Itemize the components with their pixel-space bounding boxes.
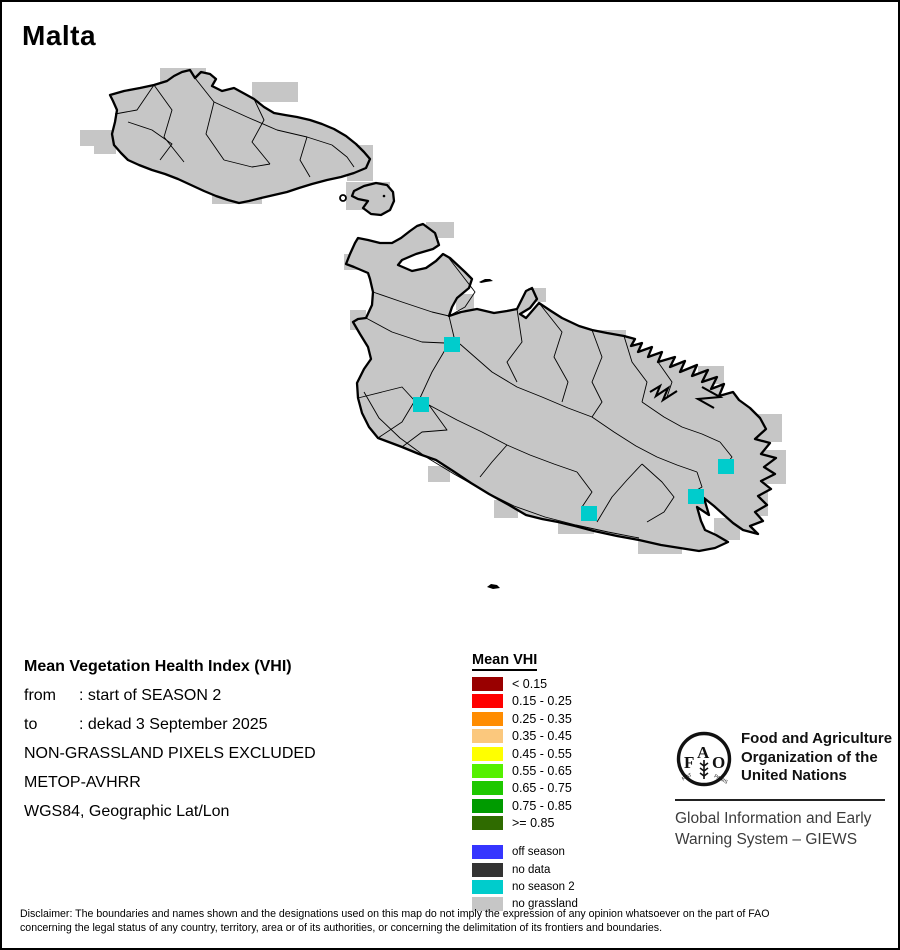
legend-title: Mean VHI — [472, 652, 537, 671]
info-line: METOP-AVHRR — [24, 774, 141, 791]
legend-row — [472, 880, 578, 894]
fao-logo-icon — [674, 728, 736, 792]
page-title: Malta — [22, 20, 97, 51]
legend-row — [472, 747, 578, 761]
info-line: NON-GRASSLAND PIXELS EXCLUDED — [24, 745, 316, 762]
giews-line: Warning System – GIEWS — [675, 831, 858, 848]
legend-swatch — [472, 845, 503, 859]
legend-label: no grassland — [512, 898, 578, 911]
cominotto-islet — [340, 195, 346, 201]
info-rows — [24, 681, 316, 739]
legend-row — [472, 781, 578, 795]
info-heading: Mean Vegetation Health Index (VHI) — [24, 658, 292, 675]
vhi-legend — [472, 651, 578, 911]
legend-swatch — [472, 781, 503, 795]
disclaimer-line-2: concerning the legal status of any country, territory, area or of its authorities, or concerning the delimitation of its frontiers and boundaries. — [20, 921, 663, 934]
fao-name-line: United Nations — [741, 767, 847, 784]
legend-row — [472, 863, 578, 877]
st-pauls-islands — [479, 279, 493, 283]
fao-name-line: Organization of the — [741, 748, 878, 766]
legend-label: 0.25 - 0.35 — [512, 711, 572, 726]
legend-row — [472, 799, 578, 813]
fao-logo-letter-o: O — [712, 753, 726, 772]
legend-label: no season 2 — [512, 880, 575, 893]
legend-label: 0.75 - 0.85 — [512, 798, 572, 813]
legend-swatch — [472, 799, 503, 813]
legend-swatch — [472, 880, 503, 894]
fao-logo-letter-a: A — [697, 743, 710, 762]
disclaimer-line-1: Disclaimer: The boundaries and names shown and the designations used on this map do not imply the expression of any opinion whatsoever on the part of FAO — [20, 908, 770, 920]
legend-label: 0.55 - 0.65 — [512, 763, 572, 778]
info-block — [24, 652, 316, 826]
legend-row — [472, 677, 578, 691]
legend-swatch — [472, 764, 503, 778]
info-row — [24, 681, 316, 710]
legend-swatch — [472, 694, 503, 708]
legend-row — [472, 764, 578, 778]
legend-swatch — [472, 677, 503, 691]
legend-row — [472, 845, 578, 859]
wheat-ear-icon — [700, 760, 708, 779]
malta-island — [346, 224, 776, 551]
legend-swatch — [472, 729, 503, 743]
fao-name-line: Food and Agriculture — [741, 730, 893, 747]
legend-label: < 0.15 — [512, 677, 548, 691]
legend-class-list — [472, 677, 578, 830]
legend-row — [472, 694, 578, 708]
legend-row — [472, 816, 578, 830]
info-row-value: : dekad 3 September 2025 — [79, 716, 268, 733]
legend-extra-list — [472, 845, 578, 911]
legend-label: off season — [512, 846, 565, 859]
info-row-value: : start of SEASON 2 — [79, 687, 222, 704]
fao-separator — [675, 799, 885, 801]
legend-label: 0.65 - 0.75 — [512, 781, 572, 796]
info-row — [24, 710, 316, 739]
fao-name — [741, 730, 892, 786]
legend-swatch — [472, 747, 503, 761]
legend-row — [472, 729, 578, 743]
comino-island — [352, 183, 394, 215]
info-row-label: to — [24, 716, 38, 733]
filfla-islet — [487, 584, 500, 589]
giews-line: Global Information and Early — [675, 810, 872, 827]
legend-swatch — [472, 816, 503, 830]
legend-swatch — [472, 863, 503, 877]
info-line: WGS84, Geographic Lat/Lon — [24, 803, 230, 820]
info-lines — [24, 739, 316, 826]
giews-text — [675, 808, 871, 850]
fao-logo-letter-f: F — [684, 753, 695, 772]
info-row-label: from — [24, 687, 56, 704]
disclaimer — [20, 908, 886, 935]
legend-label: >= 0.85 — [512, 816, 555, 831]
legend-label: no data — [512, 863, 551, 876]
islet-dot — [383, 195, 386, 198]
legend-swatch — [472, 712, 503, 726]
legend-label: 0.35 - 0.45 — [512, 729, 572, 744]
malta-map — [2, 2, 898, 652]
legend-label: 0.15 - 0.25 — [512, 694, 572, 709]
legend-row — [472, 712, 578, 726]
fao-motto-fiat: FIAT — [681, 772, 694, 783]
fao-motto-panis: PANIS — [712, 773, 729, 786]
gozo-island — [110, 70, 370, 203]
legend-label: 0.45 - 0.55 — [512, 746, 572, 761]
